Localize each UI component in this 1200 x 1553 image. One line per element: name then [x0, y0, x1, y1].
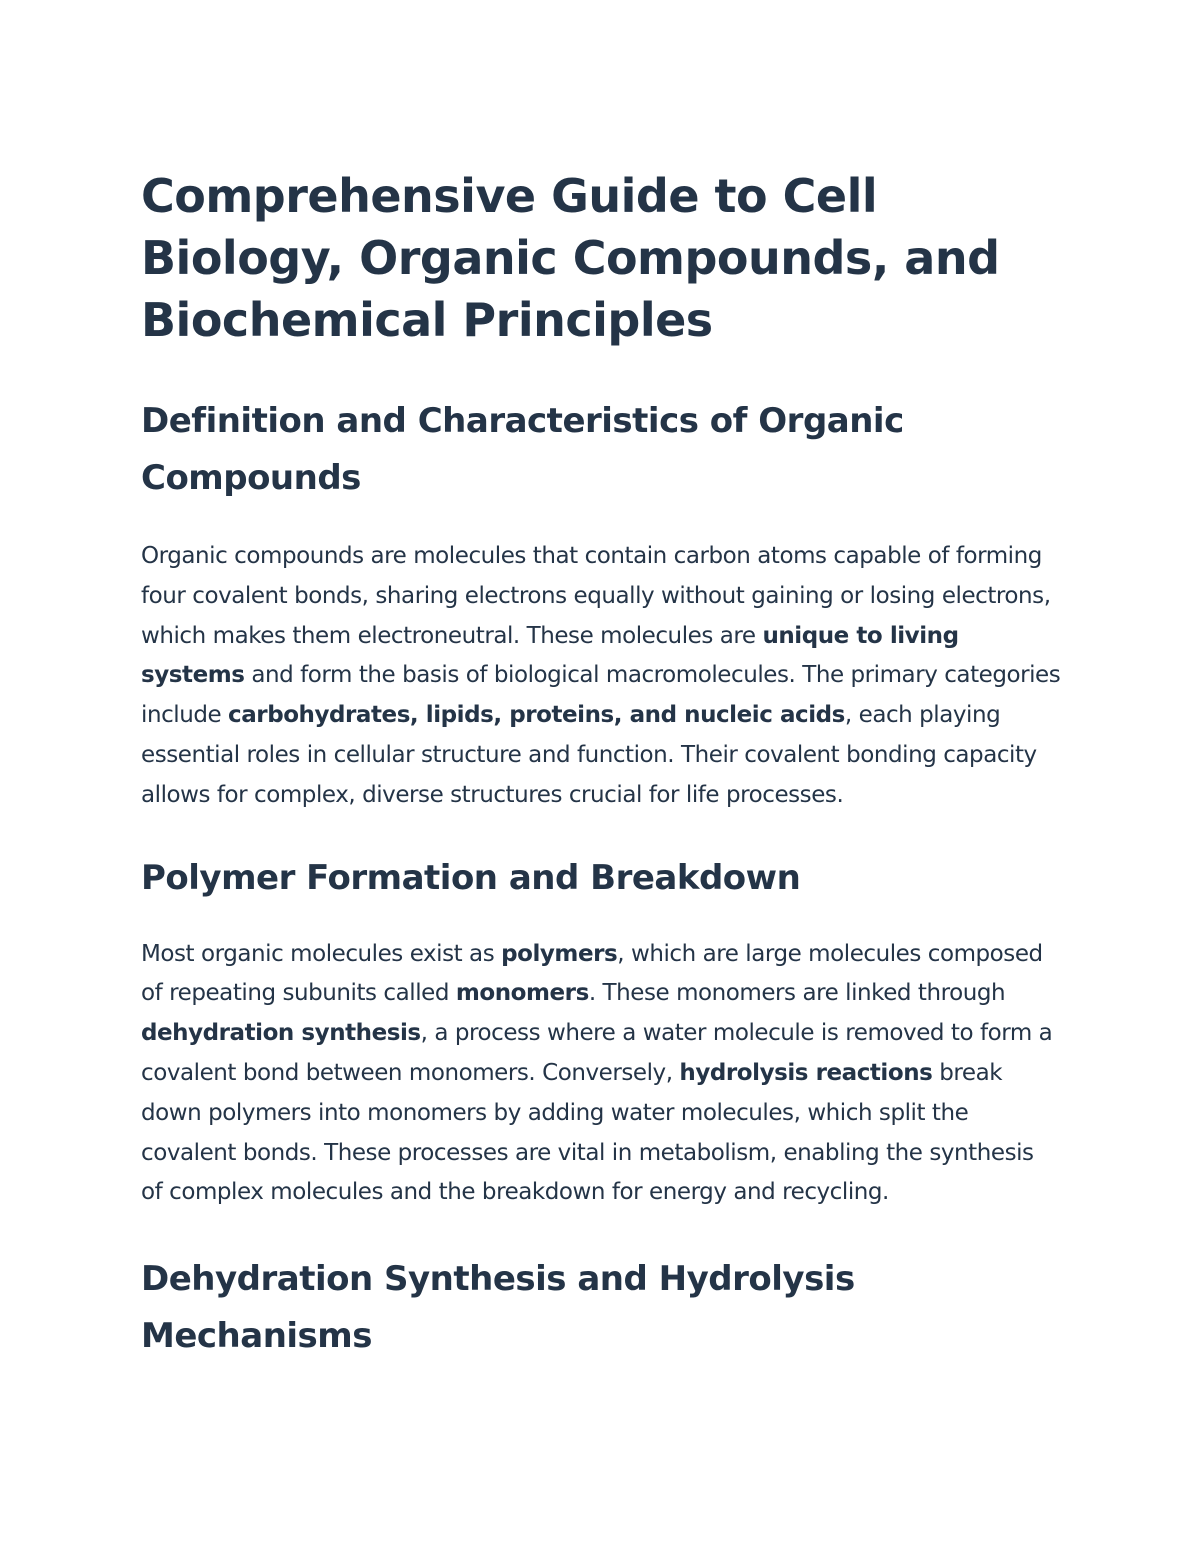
bold-term: carbohydrates, lipids, proteins, and nucleic acids [228, 702, 845, 729]
paragraph-text: . These monomers are linked through [588, 980, 1006, 1007]
bold-term: monomers [455, 980, 589, 1007]
bold-term: unique to living systems [141, 622, 959, 689]
section-paragraph-polymer-formation [141, 935, 1061, 1214]
section-paragraph-organic-compounds [141, 537, 1061, 816]
paragraph-text: Organic compounds are molecules that contain carbon atoms capable of forming four covalent bonds, sharing electrons equally without gaining or losing electrons, which makes them electroneutral. These molecules are [141, 543, 1051, 649]
document-title: Comprehensive Guide to Cell Biology, Organic Compounds, and Biochemical Principles [141, 169, 1000, 347]
section-heading-polymer-formation: Polymer Formation and Breakdown [141, 857, 801, 898]
paragraph-text: , which are large molecules composed of repeating subunits called [141, 940, 1043, 1007]
paragraph-text: Most organic molecules exist as [141, 940, 502, 967]
bold-term: dehydration synthesis [141, 1020, 421, 1047]
paragraph-text: break down polymers into monomers by adding water molecules, which split the covalent bonds. These processes are vital in metabolism, enabling the synthesis of complex molecules and the breakdown for energy and recycling. [141, 1059, 1034, 1206]
paragraph-text: , each playing essential roles in cellular structure and function. Their covalent bonding capacity allows for complex, diverse structures crucial for life processes. [141, 702, 1037, 808]
section-heading-organic-compounds: Definition and Characteristics of Organic Compounds [141, 401, 904, 498]
paragraph-text: , a process where a water molecule is removed to form a covalent bond between monomers. Conversely, [141, 1020, 1053, 1086]
paragraph-text: and form the basis of biological macromolecules. The primary categories include [141, 662, 1061, 729]
bold-term: polymers [501, 940, 618, 967]
bold-term: hydrolysis reactions [679, 1059, 933, 1086]
document-page [141, 165, 1061, 1365]
section-heading-dehydration-hydrolysis: Dehydration Synthesis and Hydrolysis Mechanisms [141, 1259, 855, 1357]
